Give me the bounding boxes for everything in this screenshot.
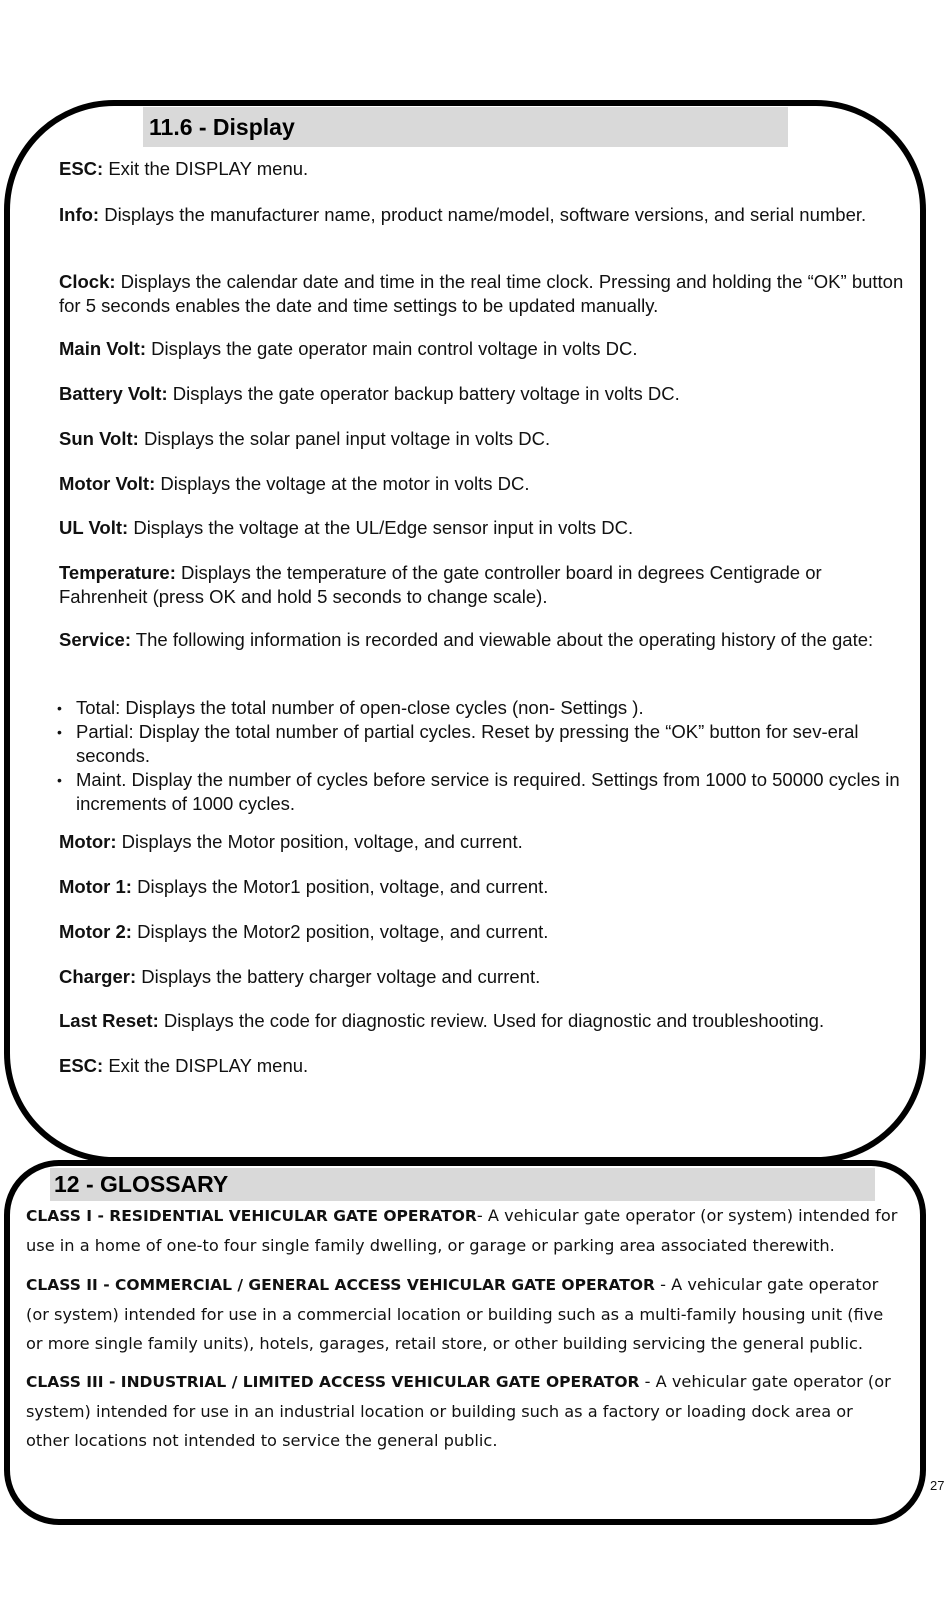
display-item-battery-volt bbox=[59, 382, 909, 406]
service-bullet-list bbox=[57, 696, 907, 816]
term-label: Battery Volt: bbox=[59, 383, 168, 404]
display-item-service bbox=[59, 628, 909, 652]
term-label: ESC: bbox=[59, 158, 104, 179]
term-label: Motor Volt: bbox=[59, 473, 156, 494]
term-label: Motor 2: bbox=[59, 921, 132, 942]
term-label: Info: bbox=[59, 204, 100, 225]
term-label: Charger: bbox=[59, 966, 137, 987]
term-label: Motor: bbox=[59, 831, 117, 852]
term-label: Service: bbox=[59, 629, 131, 650]
term-label: UL Volt: bbox=[59, 517, 129, 538]
glossary-term: CLASS I - RESIDENTIAL VEHICULAR GATE OPERATOR bbox=[26, 1207, 477, 1225]
glossary-definition: - A vehicular gate operator (or system) intended for use in a home of one-to four single family dwelling, or garage or parking area associated therewith. bbox=[26, 1206, 898, 1255]
display-item-motor bbox=[59, 830, 909, 854]
service-bullet-maint: • Maint. Display the number of cycles before service is required. Settings from 1000 to 50000 cycles in increments of 1000 cycles. bbox=[57, 768, 907, 816]
term-description: Displays the calendar date and time in the real time clock. Pressing and holding the “OK” button for 5 seconds enables the date and time settings to be updated manually. bbox=[59, 271, 904, 316]
display-item-info bbox=[59, 203, 909, 227]
term-description: Displays the battery charger voltage and current. bbox=[136, 966, 541, 987]
term-label: Main Volt: bbox=[59, 338, 147, 359]
term-description: Displays the gate operator backup battery voltage in volts DC. bbox=[167, 383, 680, 404]
term-description: Displays the Motor position, voltage, and current. bbox=[116, 831, 523, 852]
term-description: Displays the gate operator main control voltage in volts DC. bbox=[146, 338, 638, 359]
display-item-ul-volt bbox=[59, 516, 909, 540]
display-item-temperature bbox=[59, 561, 909, 609]
display-item-motor-1 bbox=[59, 875, 909, 899]
term-description: Displays the manufacturer name, product name/model, software versions, and serial number. bbox=[99, 204, 867, 225]
term-description: Displays the Motor1 position, voltage, and current. bbox=[131, 876, 549, 897]
term-label: Temperature: bbox=[59, 562, 176, 583]
glossary-definition: - A vehicular gate operator (or system) intended for use in a commercial location or building such as a multi-family housing unit (five or more single family units), hotels, garages, retail store, or other building servicing the general public. bbox=[26, 1275, 884, 1353]
glossary-item-class-2 bbox=[26, 1270, 901, 1358]
display-section-title: 11.6 - Display bbox=[143, 107, 788, 147]
display-item-clock bbox=[59, 270, 909, 318]
glossary-term: CLASS II - COMMERCIAL / GENERAL ACCESS VEHICULAR GATE OPERATOR bbox=[26, 1276, 655, 1294]
term-description: The following information is recorded and viewable about the operating history of the gate: bbox=[131, 629, 874, 650]
term-description: Displays the code for diagnostic review. Used for diagnostic and troubleshooting. bbox=[158, 1010, 825, 1031]
display-item-charger bbox=[59, 965, 909, 989]
display-item-sun-volt bbox=[59, 427, 909, 451]
term-label: Last Reset: bbox=[59, 1010, 159, 1031]
term-label: Motor 1: bbox=[59, 876, 132, 897]
display-item-esc-final bbox=[59, 1054, 909, 1078]
glossary-item-class-3 bbox=[26, 1367, 901, 1455]
display-item-last-reset bbox=[59, 1009, 909, 1033]
term-description: Displays the voltage at the motor in volts DC. bbox=[155, 473, 530, 494]
term-description: Displays the solar panel input voltage in volts DC. bbox=[138, 428, 551, 449]
page-number: 27 bbox=[930, 1478, 945, 1493]
glossary-section-title: 12 - GLOSSARY bbox=[50, 1168, 875, 1201]
term-label: ESC: bbox=[59, 1055, 104, 1076]
term-description: Displays the voltage at the UL/Edge sensor input in volts DC. bbox=[128, 517, 634, 538]
display-item-esc bbox=[59, 157, 909, 181]
term-label: Sun Volt: bbox=[59, 428, 139, 449]
term-description: Displays the Motor2 position, voltage, and current. bbox=[131, 921, 549, 942]
glossary-definition: - A vehicular gate operator (or system) intended for use in an industrial location or building such as a factory or loading dock area or other locations not intended to service the general public. bbox=[26, 1372, 891, 1450]
service-bullet-total: • Total: Displays the total number of open-close cycles (non- Settings ). bbox=[57, 696, 907, 720]
term-description: Exit the DISPLAY menu. bbox=[103, 158, 309, 179]
term-description: Displays the temperature of the gate controller board in degrees Centigrade or Fahrenheit (press OK and hold 5 seconds to change scale). bbox=[59, 562, 822, 607]
term-description: Exit the DISPLAY menu. bbox=[103, 1055, 309, 1076]
glossary-item-class-1 bbox=[26, 1201, 901, 1260]
display-item-motor-volt bbox=[59, 472, 909, 496]
display-item-main-volt bbox=[59, 337, 909, 361]
display-item-motor-2 bbox=[59, 920, 909, 944]
glossary-term: CLASS III - INDUSTRIAL / LIMITED ACCESS VEHICULAR GATE OPERATOR bbox=[26, 1373, 640, 1391]
term-label: Clock: bbox=[59, 271, 116, 292]
service-bullet-partial: • Partial: Display the total number of partial cycles. Reset by pressing the “OK” button for sev-eral seconds. bbox=[57, 720, 907, 768]
